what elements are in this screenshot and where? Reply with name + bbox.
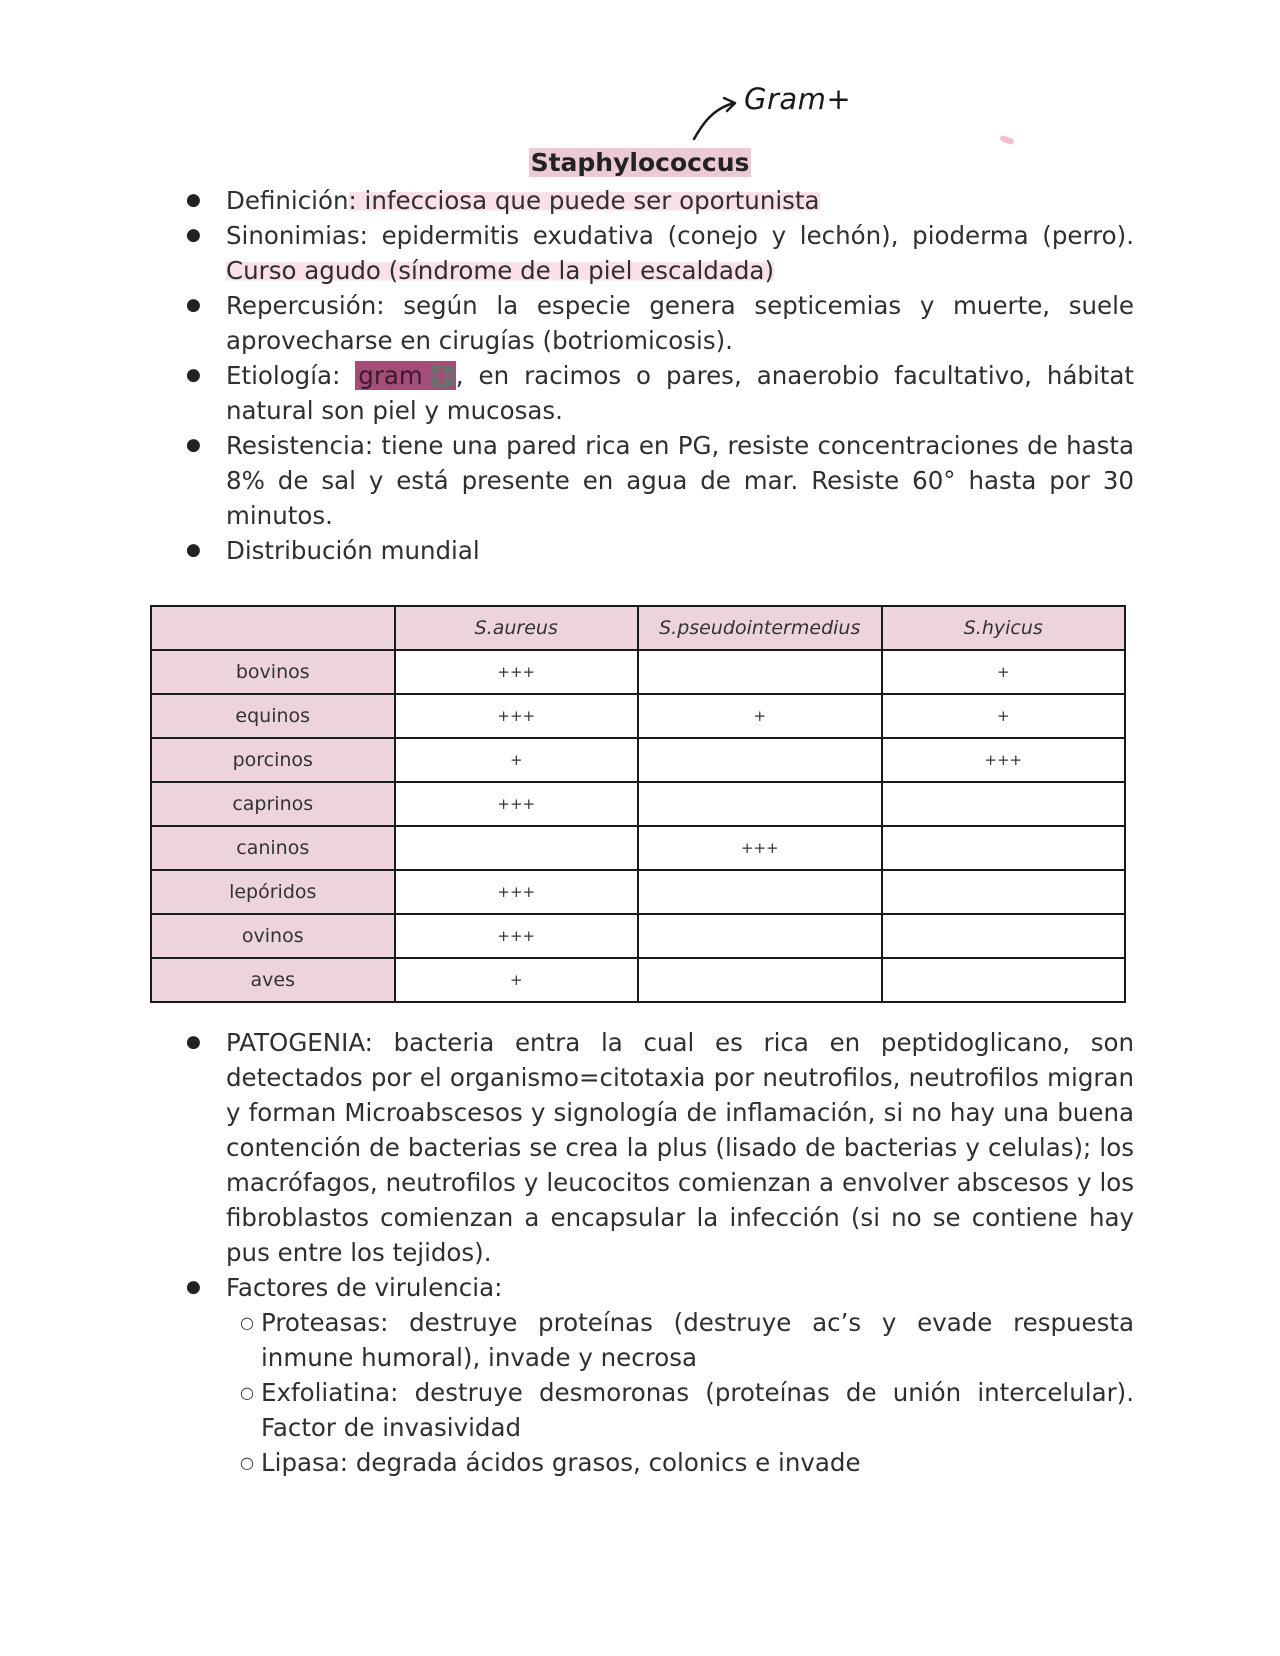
distribution-table xyxy=(150,605,1126,1003)
highlight-mark xyxy=(999,135,1014,145)
table-header xyxy=(151,606,395,650)
table-row-label: caninos xyxy=(151,826,395,870)
table-cell xyxy=(638,958,882,1002)
list-item: ● Definición: infecciosa que puede ser oportunista xyxy=(186,183,1134,218)
page-title: Staphylococcus xyxy=(530,148,750,177)
table-row-label: lepóridos xyxy=(151,870,395,914)
gram-highlight: gram xyxy=(355,361,456,390)
table-cell: + xyxy=(638,694,882,738)
list-item: ○ Lipasa: degrada ácidos grasos, colonics e invade xyxy=(186,1445,1134,1480)
list-item: ● Repercusión: según la especie genera septicemias y muerte, suele aprovecharse en cirugías (botriomicosis). xyxy=(186,288,1134,358)
table-header: S.aureus xyxy=(395,606,639,650)
table-header: S.hyicus xyxy=(882,606,1126,650)
intro-section xyxy=(186,183,1134,568)
table-cell xyxy=(882,826,1126,870)
list-item: ● Etiología: gram , en racimos o pares, anaerobio facultativo, hábitat natural son piel y mucosas. xyxy=(186,358,1134,428)
pathogenesis-section xyxy=(186,1025,1134,1480)
table-row xyxy=(151,870,1125,914)
virulence-factors-list xyxy=(186,1305,1134,1480)
table-cell xyxy=(638,738,882,782)
table-row-label: bovinos xyxy=(151,650,395,694)
annotation-arrow-icon xyxy=(690,95,740,145)
table-cell xyxy=(638,870,882,914)
table-row-label: ovinos xyxy=(151,914,395,958)
table-cell xyxy=(395,826,639,870)
table-cell: + xyxy=(395,958,639,1002)
list-item: ○ Exfoliatina: destruye desmoronas (proteínas de unión intercelular). Factor de invasividad xyxy=(186,1375,1134,1445)
table-cell: +++ xyxy=(395,870,639,914)
table-cell xyxy=(882,914,1126,958)
table-row-label: porcinos xyxy=(151,738,395,782)
table-row xyxy=(151,650,1125,694)
list-item: ○ Proteasas: destruye proteínas (destruye ac’s y evade respuesta inmune humoral), invade y necrosa xyxy=(186,1305,1134,1375)
table-header-row xyxy=(151,606,1125,650)
plus-icon xyxy=(431,365,453,387)
table-row xyxy=(151,914,1125,958)
table-cell: + xyxy=(395,738,639,782)
table-cell xyxy=(882,958,1126,1002)
table-cell: + xyxy=(882,650,1126,694)
handwritten-annotation: Gram+ xyxy=(744,82,852,116)
pathogenesis-bullets xyxy=(186,1025,1134,1305)
list-item: ● Sinonimias: epidermitis exudativa (conejo y lechón), pioderma (perro). Curso agudo (síndrome de la piel escaldada) xyxy=(186,218,1134,288)
table-row xyxy=(151,782,1125,826)
table-row xyxy=(151,826,1125,870)
table-row-label: equinos xyxy=(151,694,395,738)
table-row xyxy=(151,738,1125,782)
table-cell xyxy=(882,870,1126,914)
table-cell xyxy=(882,782,1126,826)
table-cell xyxy=(638,914,882,958)
table-row xyxy=(151,694,1125,738)
table-cell: +++ xyxy=(638,826,882,870)
table-row-label: aves xyxy=(151,958,395,1002)
table-row xyxy=(151,958,1125,1002)
list-item: ● Resistencia: tiene una pared rica en PG, resiste concentraciones de hasta 8% de sal y está presente en agua de mar. Resiste 60° hasta por 30 minutos. xyxy=(186,428,1134,533)
list-item: ● PATOGENIA: bacteria entra la cual es rica en peptidoglicano, son detectados por el organismo=citotaxia por neutrofilos, neutrofilos migran y forman Microabscesos y signología de inflamación, si no hay una buena contención de bacterias se crea la plus (lisado de bacterias y celulas); los macrófagos, neutrofilos y leucocitos comienzan a envolver abscesos y los fibroblastos comienzan a encapsular la infección (si no se contiene hay pus entre los tejidos). xyxy=(186,1025,1134,1270)
table-cell: +++ xyxy=(882,738,1126,782)
intro-bullets xyxy=(186,183,1134,568)
table-cell: +++ xyxy=(395,694,639,738)
list-item: ● Distribución mundial xyxy=(186,533,1134,568)
table-cell: + xyxy=(882,694,1126,738)
table-cell: +++ xyxy=(395,914,639,958)
table-header: S.pseudointermedius xyxy=(638,606,882,650)
table-cell: +++ xyxy=(395,650,639,694)
table-cell xyxy=(638,650,882,694)
table-cell xyxy=(638,782,882,826)
table-row-label: caprinos xyxy=(151,782,395,826)
list-item: ● Factores de virulencia: xyxy=(186,1270,1134,1305)
table-cell: +++ xyxy=(395,782,639,826)
